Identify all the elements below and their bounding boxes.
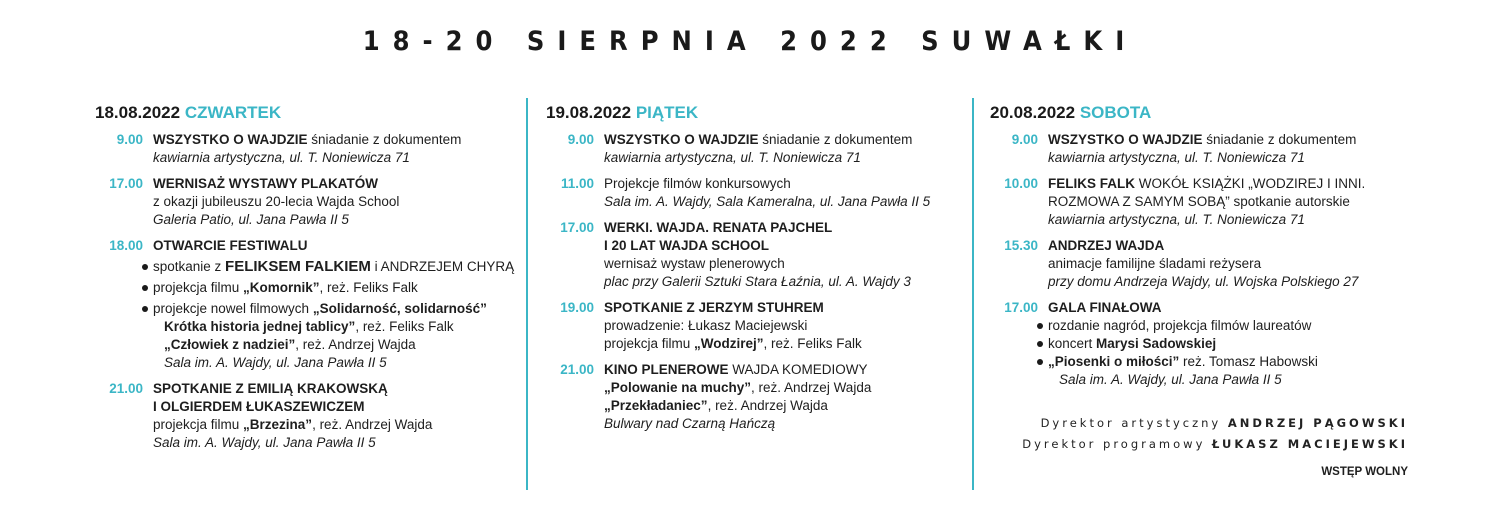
bullet-continuation: Krótka historia jednej tablicy”, reż. Feliks Falk xyxy=(164,319,454,334)
event-place: plac przy Galerii Sztuki Stara Łaźnia, ul. A. Wajdy 3 xyxy=(604,274,911,289)
event-item xyxy=(95,237,514,372)
event-title: ANDRZEJ WAJDA xyxy=(1048,238,1165,253)
column-divider xyxy=(972,98,974,490)
day-heading xyxy=(95,103,514,123)
event-place: kawiarnia artystyczna, ul. T. Noniewicza 71 xyxy=(153,150,410,165)
event-time: 21.00 xyxy=(109,381,143,396)
bullet-item: spotkanie z FELIKSEM FALKIEM i ANDRZEJEM CHYRĄ xyxy=(142,258,514,276)
event-film: projekcja filmu „Brzezina”, reż. Andrzej Wajda xyxy=(153,417,433,432)
event-title: GALA FINAŁOWA xyxy=(1048,300,1162,315)
event-desc: prowadzenie: Łukasz Maciejewski xyxy=(604,318,808,333)
event-item xyxy=(546,299,930,353)
event-place: Galeria Patio, ul. Jana Pawła II 5 xyxy=(153,212,349,227)
event-desc: Projekcje filmów konkursowych xyxy=(604,176,791,191)
event-place: Sala im. A. Wajdy, ul. Jana Pawła II 5 xyxy=(164,355,387,370)
event-item xyxy=(95,380,514,452)
bullet-icon xyxy=(142,285,148,291)
day-name: CZWARTEK xyxy=(184,103,282,122)
event-time: 9.00 xyxy=(1011,132,1038,147)
event-place: Sala im. A. Wajdy, ul. Jana Pawła II 5 xyxy=(153,435,376,450)
artistic-director xyxy=(1010,416,1408,430)
day-name: SOBOTA xyxy=(1079,103,1152,122)
credit-label: Dyrektor programowy xyxy=(1022,437,1206,451)
event-item xyxy=(546,361,930,433)
bullet-item: projekcje nowel filmowych „Solidarność, solidarność” xyxy=(142,300,514,318)
bullet-icon xyxy=(1037,359,1043,365)
event-item xyxy=(95,131,514,167)
credit-label: Dyrektor artystyczny xyxy=(1040,416,1222,430)
event-desc: śniadanie z dokumentem xyxy=(307,132,462,147)
day-column-thursday xyxy=(95,103,514,460)
column-divider xyxy=(526,98,528,490)
event-title: SPOTKANIE Z JERZYM STUHREM xyxy=(604,300,824,315)
bullet-icon xyxy=(142,264,148,270)
day-date: 19.08.2022 xyxy=(546,103,632,122)
event-desc: wernisaż wystaw plenerowych xyxy=(604,256,785,271)
credit-name: ANDRZEJ PĄGOWSKI xyxy=(1227,416,1408,430)
bullet-item: koncert Marysi Sadowskiej xyxy=(1037,335,1318,353)
event-time: 15.30 xyxy=(1004,238,1038,253)
event-time: 9.00 xyxy=(116,132,143,147)
event-time: 10.00 xyxy=(1004,176,1038,191)
event-place: kawiarnia artystyczna, ul. T. Noniewicza 71 xyxy=(604,150,861,165)
event-time: 19.00 xyxy=(560,300,594,315)
event-desc: animacje familijne śladami reżysera xyxy=(1048,256,1262,271)
event-title: FELIKS FALK xyxy=(1048,176,1135,191)
day-heading xyxy=(546,103,930,123)
bullet-item: rozdanie nagród, projekcja filmów laureatów xyxy=(1037,317,1318,335)
event-title: OTWARCIE FESTIWALU xyxy=(153,238,308,253)
event-place: kawiarnia artystyczna, ul. T. Noniewicza 71 xyxy=(1048,150,1305,165)
day-date: 18.08.2022 xyxy=(95,103,181,122)
event-desc: WOKÓŁ KSIĄŻKI „WODZIREJ I INNI. xyxy=(1135,176,1366,191)
page-title: 18-20 SIERPNIA 2022 SUWAŁKI xyxy=(362,26,1138,57)
event-place: Sala im. A. Wajdy, ul. Jana Pawła II 5 xyxy=(1059,372,1282,387)
event-place: Bulwary nad Czarną Hańczą xyxy=(604,416,776,431)
event-item xyxy=(546,131,930,167)
credit-name: ŁUKASZ MACIEJEWSKI xyxy=(1212,437,1408,451)
day-column-friday xyxy=(546,103,930,441)
day-column-saturday xyxy=(990,103,1365,397)
event-title: WSZYSTKO O WAJDZIE xyxy=(604,132,759,147)
event-desc: śniadanie z dokumentem xyxy=(1202,132,1357,147)
event-item xyxy=(95,175,514,229)
event-time: 11.00 xyxy=(560,176,594,191)
event-time: 21.00 xyxy=(560,362,594,377)
event-film: projekcja filmu „Wodzirej”, reż. Feliks Falk xyxy=(604,336,862,351)
bullet-icon xyxy=(142,306,148,312)
event-title: WERKI. WAJDA. RENATA PAJCHEL xyxy=(604,220,833,235)
event-place: Sala im. A. Wajdy, Sala Kameralna, ul. Jana Pawła II 5 xyxy=(604,194,931,209)
event-title: SPOTKANIE Z EMILIĄ KRAKOWSKĄ xyxy=(153,381,388,396)
event-desc: WAJDA KOMEDIOWY xyxy=(728,362,868,377)
event-title: I OLGIERDEM ŁUKASZEWICZEM xyxy=(153,399,365,414)
event-item xyxy=(546,219,930,291)
event-title: WERNISAŻ WYSTAWY PLAKATÓW xyxy=(153,176,378,191)
program-director xyxy=(1010,437,1408,451)
day-name: PIĄTEK xyxy=(635,103,699,122)
event-title: WSZYSTKO O WAJDZIE xyxy=(153,132,308,147)
day-date: 20.08.2022 xyxy=(990,103,1076,122)
event-film: „Przekładaniec”, reż. Andrzej Wajda xyxy=(604,398,828,413)
event-item xyxy=(546,175,930,211)
event-time: 9.00 xyxy=(567,132,594,147)
event-item xyxy=(990,131,1365,167)
event-desc: z okazji jubileuszu 20-lecia Wajda School xyxy=(153,194,400,209)
bullet-item: projekcja filmu „Komornik”, reż. Feliks Falk xyxy=(142,279,514,297)
free-entry-note: WSTĘP WOLNY xyxy=(1321,466,1408,478)
event-place: kawiarnia artystyczna, ul. T. Noniewicza 71 xyxy=(1048,212,1305,227)
event-title: WSZYSTKO O WAJDZIE xyxy=(1048,132,1203,147)
event-item xyxy=(990,237,1365,291)
event-desc: śniadanie z dokumentem xyxy=(758,132,913,147)
event-title: KINO PLENEROWE xyxy=(604,362,729,377)
bullet-continuation: „Człowiek z nadziei”, reż. Andrzej Wajda xyxy=(164,337,416,352)
bullet-item: „Piosenki o miłości” reż. Tomasz Habowski xyxy=(1037,353,1318,371)
bullet-icon xyxy=(1037,323,1043,329)
event-time: 17.00 xyxy=(109,176,143,191)
event-time: 17.00 xyxy=(560,220,594,235)
day-heading xyxy=(990,103,1365,123)
event-time: 17.00 xyxy=(1004,300,1038,315)
bullet-icon xyxy=(1037,341,1043,347)
event-film: „Polowanie na muchy”, reż. Andrzej Wajda xyxy=(604,380,872,395)
event-title: I 20 LAT WAJDA SCHOOL xyxy=(604,238,770,253)
event-item xyxy=(990,175,1365,229)
event-place: przy domu Andrzeja Wajdy, ul. Wojska Polskiego 27 xyxy=(1048,274,1359,289)
event-item xyxy=(990,299,1365,389)
event-time: 18.00 xyxy=(109,238,143,253)
event-desc: ROZMOWA Z SAMYM SOBĄ” spotkanie autorskie xyxy=(1048,194,1350,209)
